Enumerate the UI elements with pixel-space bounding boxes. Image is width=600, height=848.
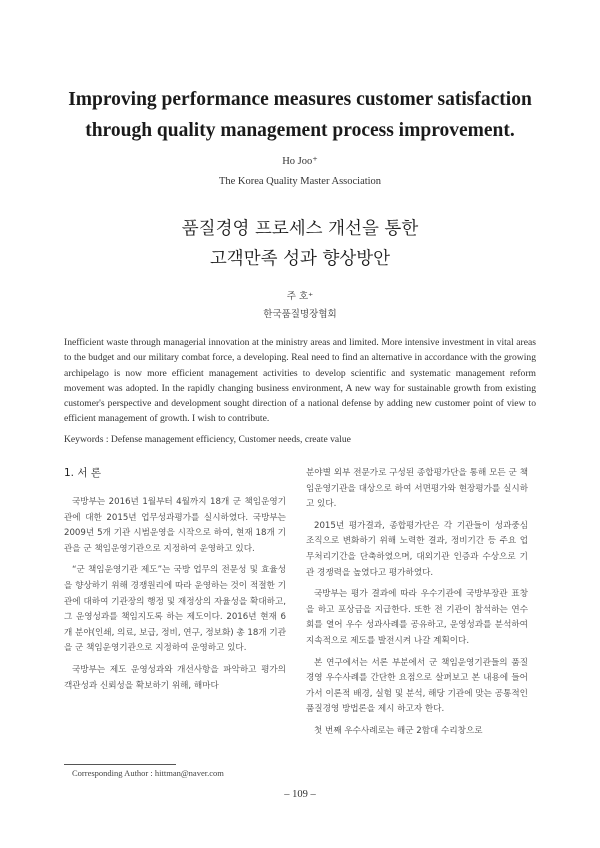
abstract: Inefficient waste through managerial innovation at the ministry areas and limited. More intensive investment in vital areas to the budget and our military combat force, a developing. Real need to find an alternative in accordance with the growing archipelago is now more efficient management activities to develop scientific and systematic management reform movement was adopted. In the rapidly changing business environment, A new way for sustainable growth from existing customer's perspective and development sought direction of a national defense by adding new customer point of view to efficient management of growth. I wish to contribute. xyxy=(64,337,536,425)
paragraph: 국방부는 평가 결과에 따라 우수기관에 국방부장관 표창을 하고 포상금을 지급한다. 또한 전 기관이 참석하는 연수회를 열어 우수 성과사례를 공유하고, 운영성과를 분석하여 지속적으로 제도를 발전시켜 나갈 계획이다. xyxy=(306,589,528,646)
paragraph: 국방부는 제도 운영성과와 개선사항을 파악하고 평가의 객관성과 신뢰성을 확보하기 위해, 해마다 xyxy=(64,664,286,691)
affiliation-korean: 한국품질명장협회 xyxy=(263,309,337,320)
page-number: – 109 – xyxy=(284,789,316,800)
paragraph: 분야별 외부 전문가로 구성된 종합평가단을 통해 모든 군 책임운영기관을 대상으로 하여 서면평가와 현장평가를 실시하고 있다. xyxy=(306,468,528,510)
english-title-line-1: Improving performance measures customer satisfaction xyxy=(68,89,532,110)
korean-title-line-2: 고객만족 성과 향상방안 xyxy=(209,249,391,269)
body-column-left xyxy=(64,465,286,700)
korean-title-line-1: 품질경영 프로세스 개선을 통한 xyxy=(181,219,419,239)
section-heading-introduction: 1. 서 론 xyxy=(64,467,101,479)
paragraph: “군 책임운영기관 제도”는 국방 업무의 전문성 및 효율성을 향상하기 위해 경쟁원리에 따라 운영하는 것이 적절한 기관에 대하여 기관장의 행정 및 재정상의 자율성을 확대하고, 그 운영성과를 책임지도록 하는 제도이다. 2016년 현재 6개 분야(인쇄, 의료, 보급, 정비, 연구, 정보화) 총 18개 기관을 군 책임운영기관으로 지정하여 운영하고 있다. xyxy=(64,565,286,654)
author-korean: 주 호⁺ xyxy=(286,291,314,302)
paragraph: 첫 번째 우수사례로는 해군 2함대 수리창으로 xyxy=(314,725,483,736)
paragraph: 본 연구에서는 서론 부분에서 군 책임운영기관들의 품질경영 우수사례를 간단한 요점으로 살펴보고 본 내용에 들어가서 이론적 배경, 실험 및 분석, 해당 기관에 맞는 공통적인 품질경영 방법론을 제시 하고자 한다. xyxy=(306,657,528,715)
english-title xyxy=(40,84,560,146)
korean-title xyxy=(40,214,560,274)
body-column-right xyxy=(306,466,528,746)
english-title-line-2: through quality management process improvement. xyxy=(85,120,515,141)
keywords: Keywords : Defense management efficiency, Customer needs, create value xyxy=(64,434,351,445)
corresponding-author-footnote: Corresponding Author : hittman@naver.com xyxy=(72,768,224,778)
author-english: Ho Joo⁺ xyxy=(282,156,318,167)
affiliation-english: The Korea Quality Master Association xyxy=(218,176,382,187)
paragraph: 국방부는 2016년 1월부터 4월까지 18개 군 책임운영기관에 대한 2015년 업무성과평가를 실시하였다. 국방부는 2009년 5개 기관 시범운영을 시작으로 하여, 현재 18개 기관을 군 책임운영기관으로 지정하여 운영하고 있다. xyxy=(64,497,286,554)
paragraph: 2015년 평가결과, 종합평가단은 각 기관들이 성과중심 조직으로 변화하기 위해 노력한 결과, 정비기간 등 주요 업무처리기간을 단축하였으며, 대외기관 인증과 수상으로 기관 경쟁력을 높였다고 평가하였다. xyxy=(306,520,528,578)
footnote-divider xyxy=(64,764,176,765)
